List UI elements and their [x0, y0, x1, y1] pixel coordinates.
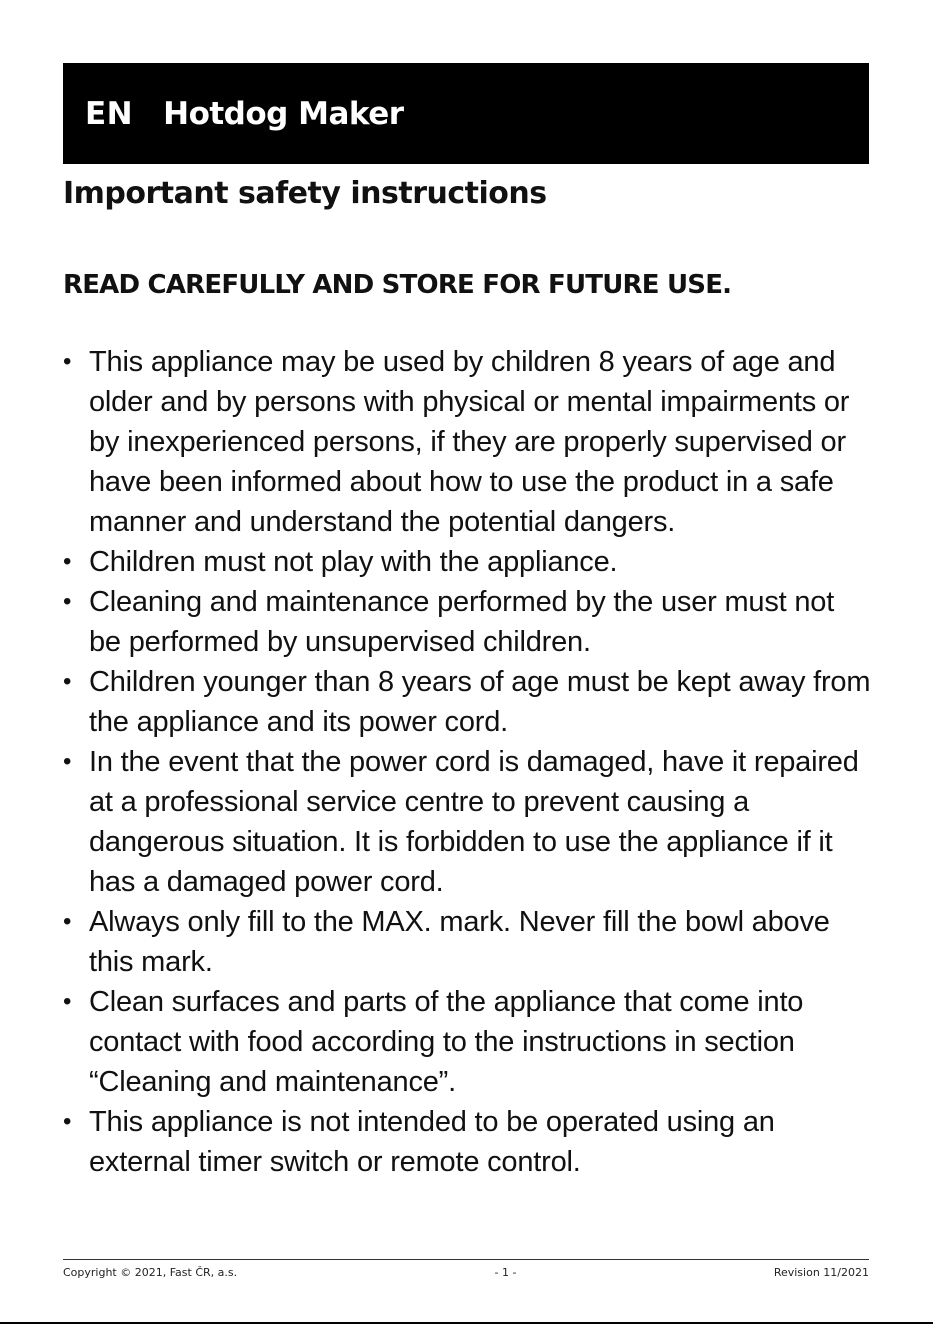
- bullet-icon: •: [63, 988, 72, 1015]
- bullet-icon: •: [63, 668, 72, 695]
- instruction-text: This appliance may be used by children 8 years of age and older and by persons with physical or mental impairments or by inexperienced persons, if they are properly supervised or have been informed about how to use the product in a safe manner and understand the potential dangers.: [89, 346, 850, 538]
- instruction-text: Clean surfaces and parts of the appliance that come into contact with food according to the instructions in section “Cleaning and maintenance”.: [89, 986, 804, 1098]
- bullet-icon: •: [63, 1108, 72, 1135]
- revision-label: Revision 11/2021: [773, 1266, 869, 1279]
- instruction-item: [63, 742, 873, 902]
- instruction-item: [63, 662, 873, 742]
- copyright-notice: Copyright © 2021, Fast ČR, a.s.: [63, 1266, 238, 1279]
- instruction-item: [63, 982, 873, 1102]
- instruction-text: In the event that the power cord is damaged, have it repaired at a professional service centre to prevent causing a dangerous situation. It is forbidden to use the appliance if it has a damaged power cord.: [89, 746, 859, 898]
- instruction-item: [63, 342, 873, 542]
- instruction-text: Cleaning and maintenance performed by the user must not be performed by unsupervised children.: [89, 586, 835, 658]
- bullet-icon: •: [63, 348, 72, 375]
- instruction-item: [63, 902, 873, 982]
- instruction-item: [63, 582, 873, 662]
- page-footer: [63, 1266, 869, 1279]
- read-carefully-heading: READ CAREFULLY AND STORE FOR FUTURE USE.: [63, 270, 732, 300]
- safety-instructions-list: [63, 342, 873, 1182]
- header-bar: [63, 63, 869, 164]
- language-code: EN: [85, 95, 134, 132]
- bullet-icon: •: [63, 588, 72, 615]
- instruction-item: [63, 1102, 873, 1182]
- instruction-text: This appliance is not intended to be operated using an external timer switch or remote control.: [89, 1106, 775, 1178]
- bullet-icon: •: [63, 548, 72, 575]
- instruction-text: Always only fill to the MAX. mark. Never fill the bowl above this mark.: [89, 906, 830, 978]
- instruction-item: [63, 542, 873, 582]
- footer-divider: [63, 1259, 869, 1260]
- bullet-icon: •: [63, 908, 72, 935]
- page-number: - 1 -: [494, 1266, 517, 1279]
- instruction-text: Children younger than 8 years of age must be kept away from the appliance and its power cord.: [89, 666, 871, 738]
- section-title: Important safety instructions: [63, 176, 547, 211]
- instruction-text: Children must not play with the appliance.: [89, 546, 618, 578]
- product-name: Hotdog Maker: [163, 95, 404, 132]
- bullet-icon: •: [63, 748, 72, 775]
